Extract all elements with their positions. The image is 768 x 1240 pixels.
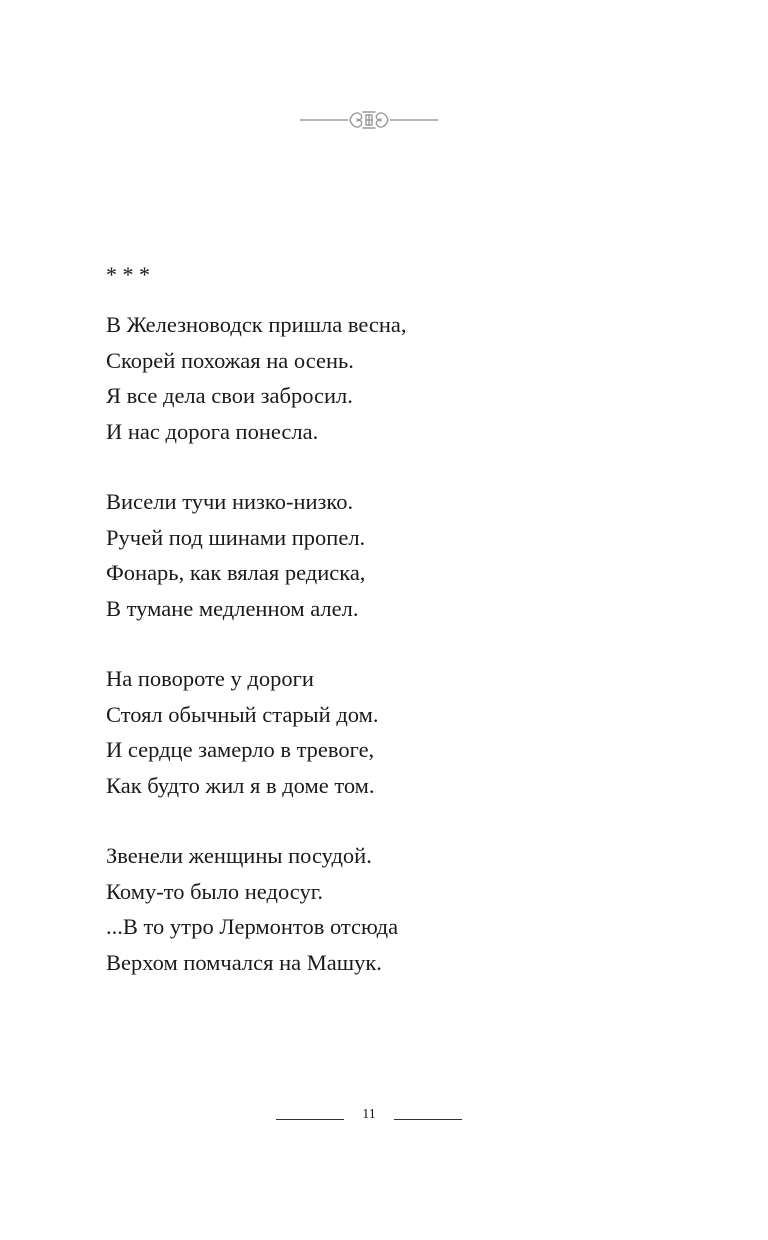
poem-line: Висели тучи низко-низко. [106, 489, 354, 514]
flourish-ornament-icon [300, 104, 438, 136]
poem-line: Как будто жил я в доме том. [106, 772, 375, 798]
poem-line: В тумане медленном алел. [106, 595, 359, 621]
poem-line: ...В то утро Лермонтов отсюда [106, 914, 399, 939]
poem-line: Ручей под шинами пропел. [106, 524, 366, 550]
page-number: 11 [362, 1107, 376, 1122]
stanza [106, 838, 706, 980]
section-separator: * * * [106, 262, 150, 287]
stanza [106, 484, 706, 626]
poem-line: В Железноводск пришла весна, [106, 312, 407, 337]
poem-line: И сердце замерло в тревоге, [106, 737, 375, 762]
poem-line: Кому-то было недосуг. [106, 878, 324, 904]
poem-line: Я все дела свои забросил. [106, 383, 353, 408]
stanza [106, 661, 706, 803]
poem-line: Звенели женщины посудой. [106, 843, 372, 868]
poem-line: Верхом помчался на Машук. [106, 949, 382, 975]
page-footer [276, 1105, 462, 1129]
poem-body [106, 307, 706, 1015]
stanza [106, 307, 706, 449]
footer-rule-right [394, 1119, 462, 1120]
poem-line: И нас дорога понесла. [106, 418, 319, 444]
poem-line: На повороте у дороги [106, 666, 314, 691]
poem-line: Стоял обычный старый дом. [106, 701, 379, 727]
poem-line: Скорей похожая на осень. [106, 347, 354, 373]
poem-line: Фонарь, как вялая редиска, [106, 560, 366, 585]
